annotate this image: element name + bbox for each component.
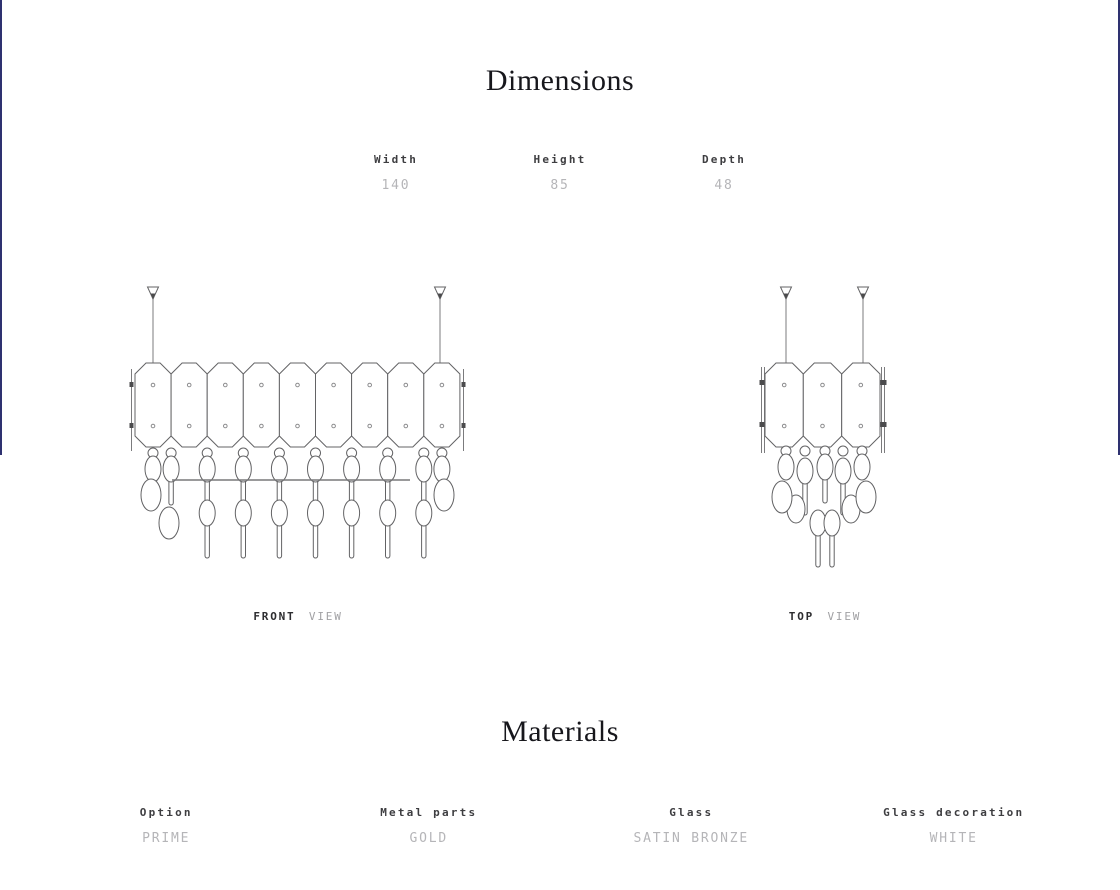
spec-glass-value: SATIN BRONZE xyxy=(633,831,750,846)
spec-glass-label: Glass xyxy=(669,806,714,819)
spec-metal-parts-label: Metal parts xyxy=(380,806,478,819)
top-view-label-light: VIEW xyxy=(827,610,862,623)
spec-height-value: 85 xyxy=(550,178,570,193)
materials-title: Materials xyxy=(501,715,619,748)
spec-width-value: 140 xyxy=(381,178,411,193)
spec-option-value: PRIME xyxy=(142,831,191,846)
spec-depth-label: Depth xyxy=(701,153,747,166)
spec-width-label: Width xyxy=(373,153,419,166)
spec-width xyxy=(314,153,478,193)
dimensions-spec-row xyxy=(0,153,1120,193)
spec-option-label: Option xyxy=(139,806,193,819)
top-view-label-strong: TOP xyxy=(788,610,815,623)
spec-glass xyxy=(560,806,823,846)
spec-glass-decoration-label: Glass decoration xyxy=(883,806,1025,819)
spec-metal-parts xyxy=(298,806,561,846)
top-chains xyxy=(772,446,876,567)
spec-option xyxy=(35,806,298,846)
top-view-figure xyxy=(730,283,920,623)
front-suspension-cables xyxy=(148,287,446,363)
front-glass-panels xyxy=(135,363,460,447)
front-view-figure xyxy=(120,283,476,623)
front-chains xyxy=(141,448,454,558)
spec-height xyxy=(478,153,642,193)
dimensions-title: Dimensions xyxy=(485,64,635,97)
materials-spec-row xyxy=(35,806,1085,846)
front-view-label-light: VIEW xyxy=(308,610,343,623)
front-view-label-strong: FRONT xyxy=(253,610,296,623)
spec-depth xyxy=(642,153,806,193)
spec-depth-value: 48 xyxy=(714,178,734,193)
top-view-drawing xyxy=(730,283,920,573)
spec-height-label: Height xyxy=(533,153,587,166)
top-suspension-cables xyxy=(781,287,869,363)
front-view-drawing xyxy=(120,283,476,573)
top-glass-panels xyxy=(765,363,880,447)
spec-glass-decoration-value: WHITE xyxy=(929,831,978,846)
top-view-label xyxy=(730,610,920,623)
spec-glass-decoration xyxy=(823,806,1086,846)
spec-metal-parts-value: GOLD xyxy=(409,831,448,846)
front-view-label xyxy=(120,610,476,623)
